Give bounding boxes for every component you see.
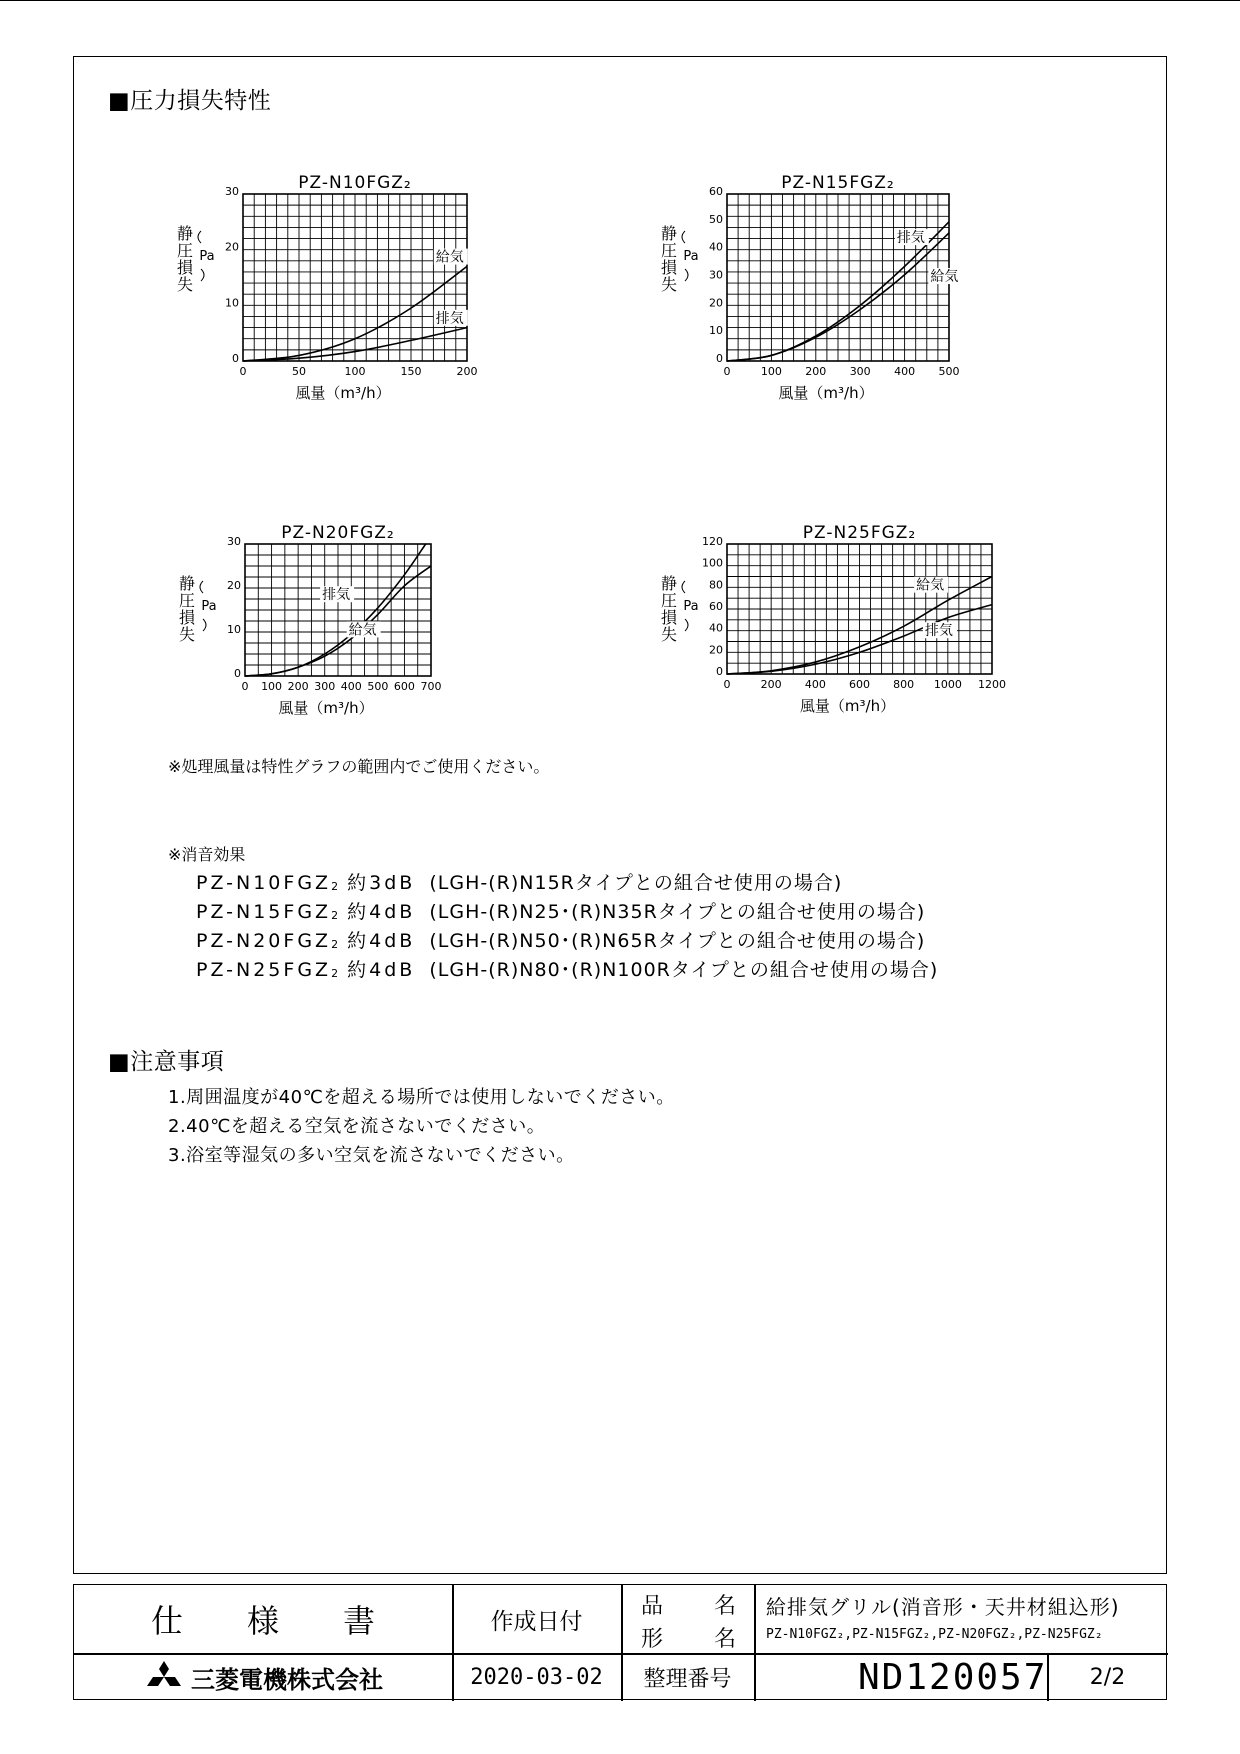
x-tick-label: 1000	[933, 678, 962, 691]
y-tick-label: 40	[709, 621, 723, 635]
y-tick-label: 30	[225, 185, 239, 198]
x-tick-label: 600	[393, 680, 415, 693]
y-tick-label: 100	[702, 556, 723, 570]
x-tick-label: 200	[287, 680, 309, 693]
x-tick-label: 300	[314, 680, 336, 693]
chart-title: PZ-N15FGZ₂	[781, 173, 895, 193]
effect-model-subscript: 2	[331, 880, 339, 893]
y-axis-label	[661, 224, 699, 294]
effect-row	[196, 926, 925, 953]
y-tick-label: 80	[709, 578, 723, 592]
page-number: 2/2	[1089, 1664, 1126, 1690]
effect-model-subscript: 2	[331, 967, 339, 980]
x-tick-label: 0	[723, 678, 731, 691]
y-axis-label-char: 圧	[176, 241, 194, 260]
y-tick-label: 10	[225, 296, 239, 310]
x-tick-label: 500	[367, 680, 389, 693]
x-tick-label: 800	[893, 678, 915, 691]
effect-note: (LGH-(R)N15Rタイプとの組合せ使用の場合)	[415, 872, 843, 894]
effect-note: (LGH-(R)N50･(R)N65Rタイプとの組合せ使用の場合)	[415, 930, 926, 952]
chart-pz-n20fgz2	[170, 513, 500, 763]
y-tick-label: 0	[234, 667, 241, 680]
y-axis-label-char: 圧	[660, 591, 678, 610]
y-axis-label-char: 静	[176, 224, 194, 243]
paren-close	[201, 269, 204, 281]
effect-model-subscript: 2	[331, 938, 339, 951]
model-label-a: 形	[641, 1627, 664, 1652]
product-name: 給排気グリル(消音形・天井材組込形)	[766, 1595, 1120, 1619]
model-list: PZ-N10FGZ₂,PZ-N15FGZ₂,PZ-N20FGZ₂,PZ-N25FGZ₂	[766, 1627, 1103, 1642]
ref-value: ND120057	[858, 1656, 1048, 1698]
y-axis-label	[661, 574, 699, 644]
x-tick-label: 700	[420, 680, 442, 693]
x-tick-label: 400	[804, 678, 826, 691]
x-axis-label: 風量（m³/h）	[295, 384, 391, 402]
y-axis-label-char: 圧	[178, 591, 196, 610]
caution-item: 3.浴室等湿気の多い空気を流さないでください。	[168, 1145, 575, 1166]
x-tick-label: 300	[849, 365, 871, 378]
x-axis-label: 風量（m³/h）	[799, 697, 896, 715]
x-tick-label: 500	[938, 365, 960, 378]
y-tick-label: 30	[227, 535, 241, 548]
chart-pz-n25fgz2	[650, 513, 1030, 763]
note-range: ※処理風量は特性グラフの範囲内でご使用ください。	[168, 757, 550, 776]
y-axis-unit: Pa	[683, 249, 699, 264]
date-value: 2020-03-02	[470, 1664, 603, 1690]
paren-close	[685, 619, 688, 631]
series-label: 排気	[896, 230, 925, 247]
section-title-pressure: ■圧力損失特性	[108, 88, 272, 114]
y-axis-label-char: 静	[660, 224, 678, 243]
y-axis-label-char: 損	[660, 258, 678, 277]
y-axis-label-char: 失	[660, 625, 678, 644]
x-tick-label: 100	[344, 365, 366, 378]
effect-note: (LGH-(R)N25･(R)N35Rタイプとの組合せ使用の場合)	[415, 901, 926, 923]
chart-title: PZ-N10FGZ₂	[298, 173, 412, 193]
date-label: 作成日付	[490, 1608, 583, 1635]
y-tick-label: 0	[716, 352, 723, 365]
mitsubishi-diamonds-icon	[143, 1660, 185, 1694]
y-axis-label	[177, 224, 215, 294]
x-tick-label: 100	[760, 365, 782, 378]
effect-model: PZ-N15FGZ	[196, 901, 332, 923]
paren-open	[198, 231, 201, 243]
paren-open	[682, 581, 685, 593]
y-axis-unit: Pa	[683, 599, 699, 614]
y-tick-label: 60	[709, 600, 723, 613]
chart-title: PZ-N20FGZ₂	[281, 523, 395, 543]
effect-model-subscript: 2	[331, 909, 339, 922]
y-tick-label: 0	[232, 352, 239, 365]
effect-note: (LGH-(R)N80･(R)N100Rタイプとの組合せ使用の場合)	[415, 959, 939, 981]
y-tick-label: 40	[709, 240, 723, 254]
paren-close	[685, 269, 688, 281]
company-name: 三菱電機株式会社	[191, 1665, 383, 1694]
y-tick-label: 30	[709, 268, 723, 282]
y-tick-label: 20	[227, 579, 241, 592]
y-tick-label: 20	[709, 296, 723, 310]
series-label: 給気	[348, 622, 377, 639]
series-label: 給気	[916, 577, 945, 594]
effect-row	[196, 955, 938, 982]
y-axis-label-char: 損	[176, 258, 194, 277]
product-name-label-a: 品	[641, 1594, 664, 1619]
y-axis-unit: Pa	[201, 599, 217, 614]
x-tick-label: 0	[241, 680, 249, 693]
x-tick-label: 400	[340, 680, 362, 693]
series-label: 排気	[322, 587, 351, 604]
effect-value: 約4dB	[338, 930, 416, 952]
series-label: 給気	[930, 269, 959, 286]
model-label-b: 名	[714, 1627, 737, 1652]
y-axis-unit: Pa	[199, 249, 215, 264]
series-label: 排気	[435, 310, 464, 327]
y-tick-label: 0	[716, 665, 723, 678]
effect-value: 約4dB	[338, 901, 416, 923]
y-axis-label-char: 圧	[660, 241, 678, 260]
company-logo	[74, 1653, 452, 1701]
product-name-label-b: 名	[714, 1594, 737, 1619]
chart-pz-n10fgz2	[170, 165, 500, 415]
series-label: 排気	[924, 623, 953, 640]
x-tick-label: 1200	[978, 678, 1006, 691]
effect-value: 約3dB	[338, 872, 416, 894]
x-tick-label: 400	[894, 365, 916, 378]
top-rule	[0, 0, 1240, 1]
section-title-caution: ■注意事項	[108, 1049, 225, 1075]
x-tick-label: 100	[261, 680, 283, 693]
y-axis-label-char: 静	[178, 574, 196, 593]
x-tick-label: 0	[239, 365, 247, 378]
paren-open	[200, 581, 203, 593]
y-tick-label: 10	[227, 623, 241, 636]
y-axis-label-char: 損	[660, 608, 678, 627]
chart-title: PZ-N25FGZ₂	[802, 523, 917, 543]
effect-model: PZ-N20FGZ	[196, 930, 332, 952]
x-tick-label: 0	[723, 365, 731, 378]
paren-open	[682, 231, 685, 243]
doc-type: 仕 様 書	[150, 1602, 375, 1640]
x-axis-label: 風量（m³/h）	[778, 384, 874, 402]
x-axis-label: 風量（m³/h）	[278, 699, 374, 717]
caution-item: 2.40℃を超える空気を流さないでください。	[168, 1116, 546, 1137]
y-tick-label: 120	[702, 535, 723, 548]
ref-label: 整理番号	[643, 1666, 732, 1692]
x-tick-label: 200	[456, 365, 478, 378]
y-tick-label: 50	[709, 212, 723, 226]
effect-value: 約4dB	[338, 959, 416, 981]
series-label: 給気	[435, 249, 464, 266]
y-axis-label-char: 損	[178, 608, 196, 627]
caution-item: 1.周囲温度が40℃を超える場所では使用しないでください。	[168, 1087, 675, 1108]
paren-close	[203, 619, 206, 631]
x-tick-label: 200	[805, 365, 827, 378]
effect-model: PZ-N10FGZ	[196, 872, 332, 894]
effect-row	[196, 897, 925, 924]
y-tick-label: 20	[225, 240, 239, 254]
chart-pz-n15fgz2	[650, 165, 980, 415]
y-tick-label: 10	[709, 324, 723, 338]
y-axis-label-char: 失	[178, 625, 196, 644]
x-tick-label: 600	[849, 678, 870, 691]
y-axis-label-char: 失	[176, 275, 194, 294]
y-axis-label-char: 失	[660, 275, 678, 294]
x-tick-label: 150	[400, 365, 422, 378]
y-tick-label: 20	[709, 643, 723, 657]
effect-model: PZ-N25FGZ	[196, 959, 332, 981]
y-axis-label	[179, 574, 217, 644]
effect-title: ※消音効果	[168, 845, 246, 864]
y-axis-label-char: 静	[660, 574, 678, 593]
y-tick-label: 60	[709, 185, 723, 198]
x-tick-label: 50	[292, 365, 306, 378]
title-block	[73, 1584, 1167, 1700]
x-tick-label: 200	[760, 678, 782, 691]
effect-row	[196, 868, 842, 895]
